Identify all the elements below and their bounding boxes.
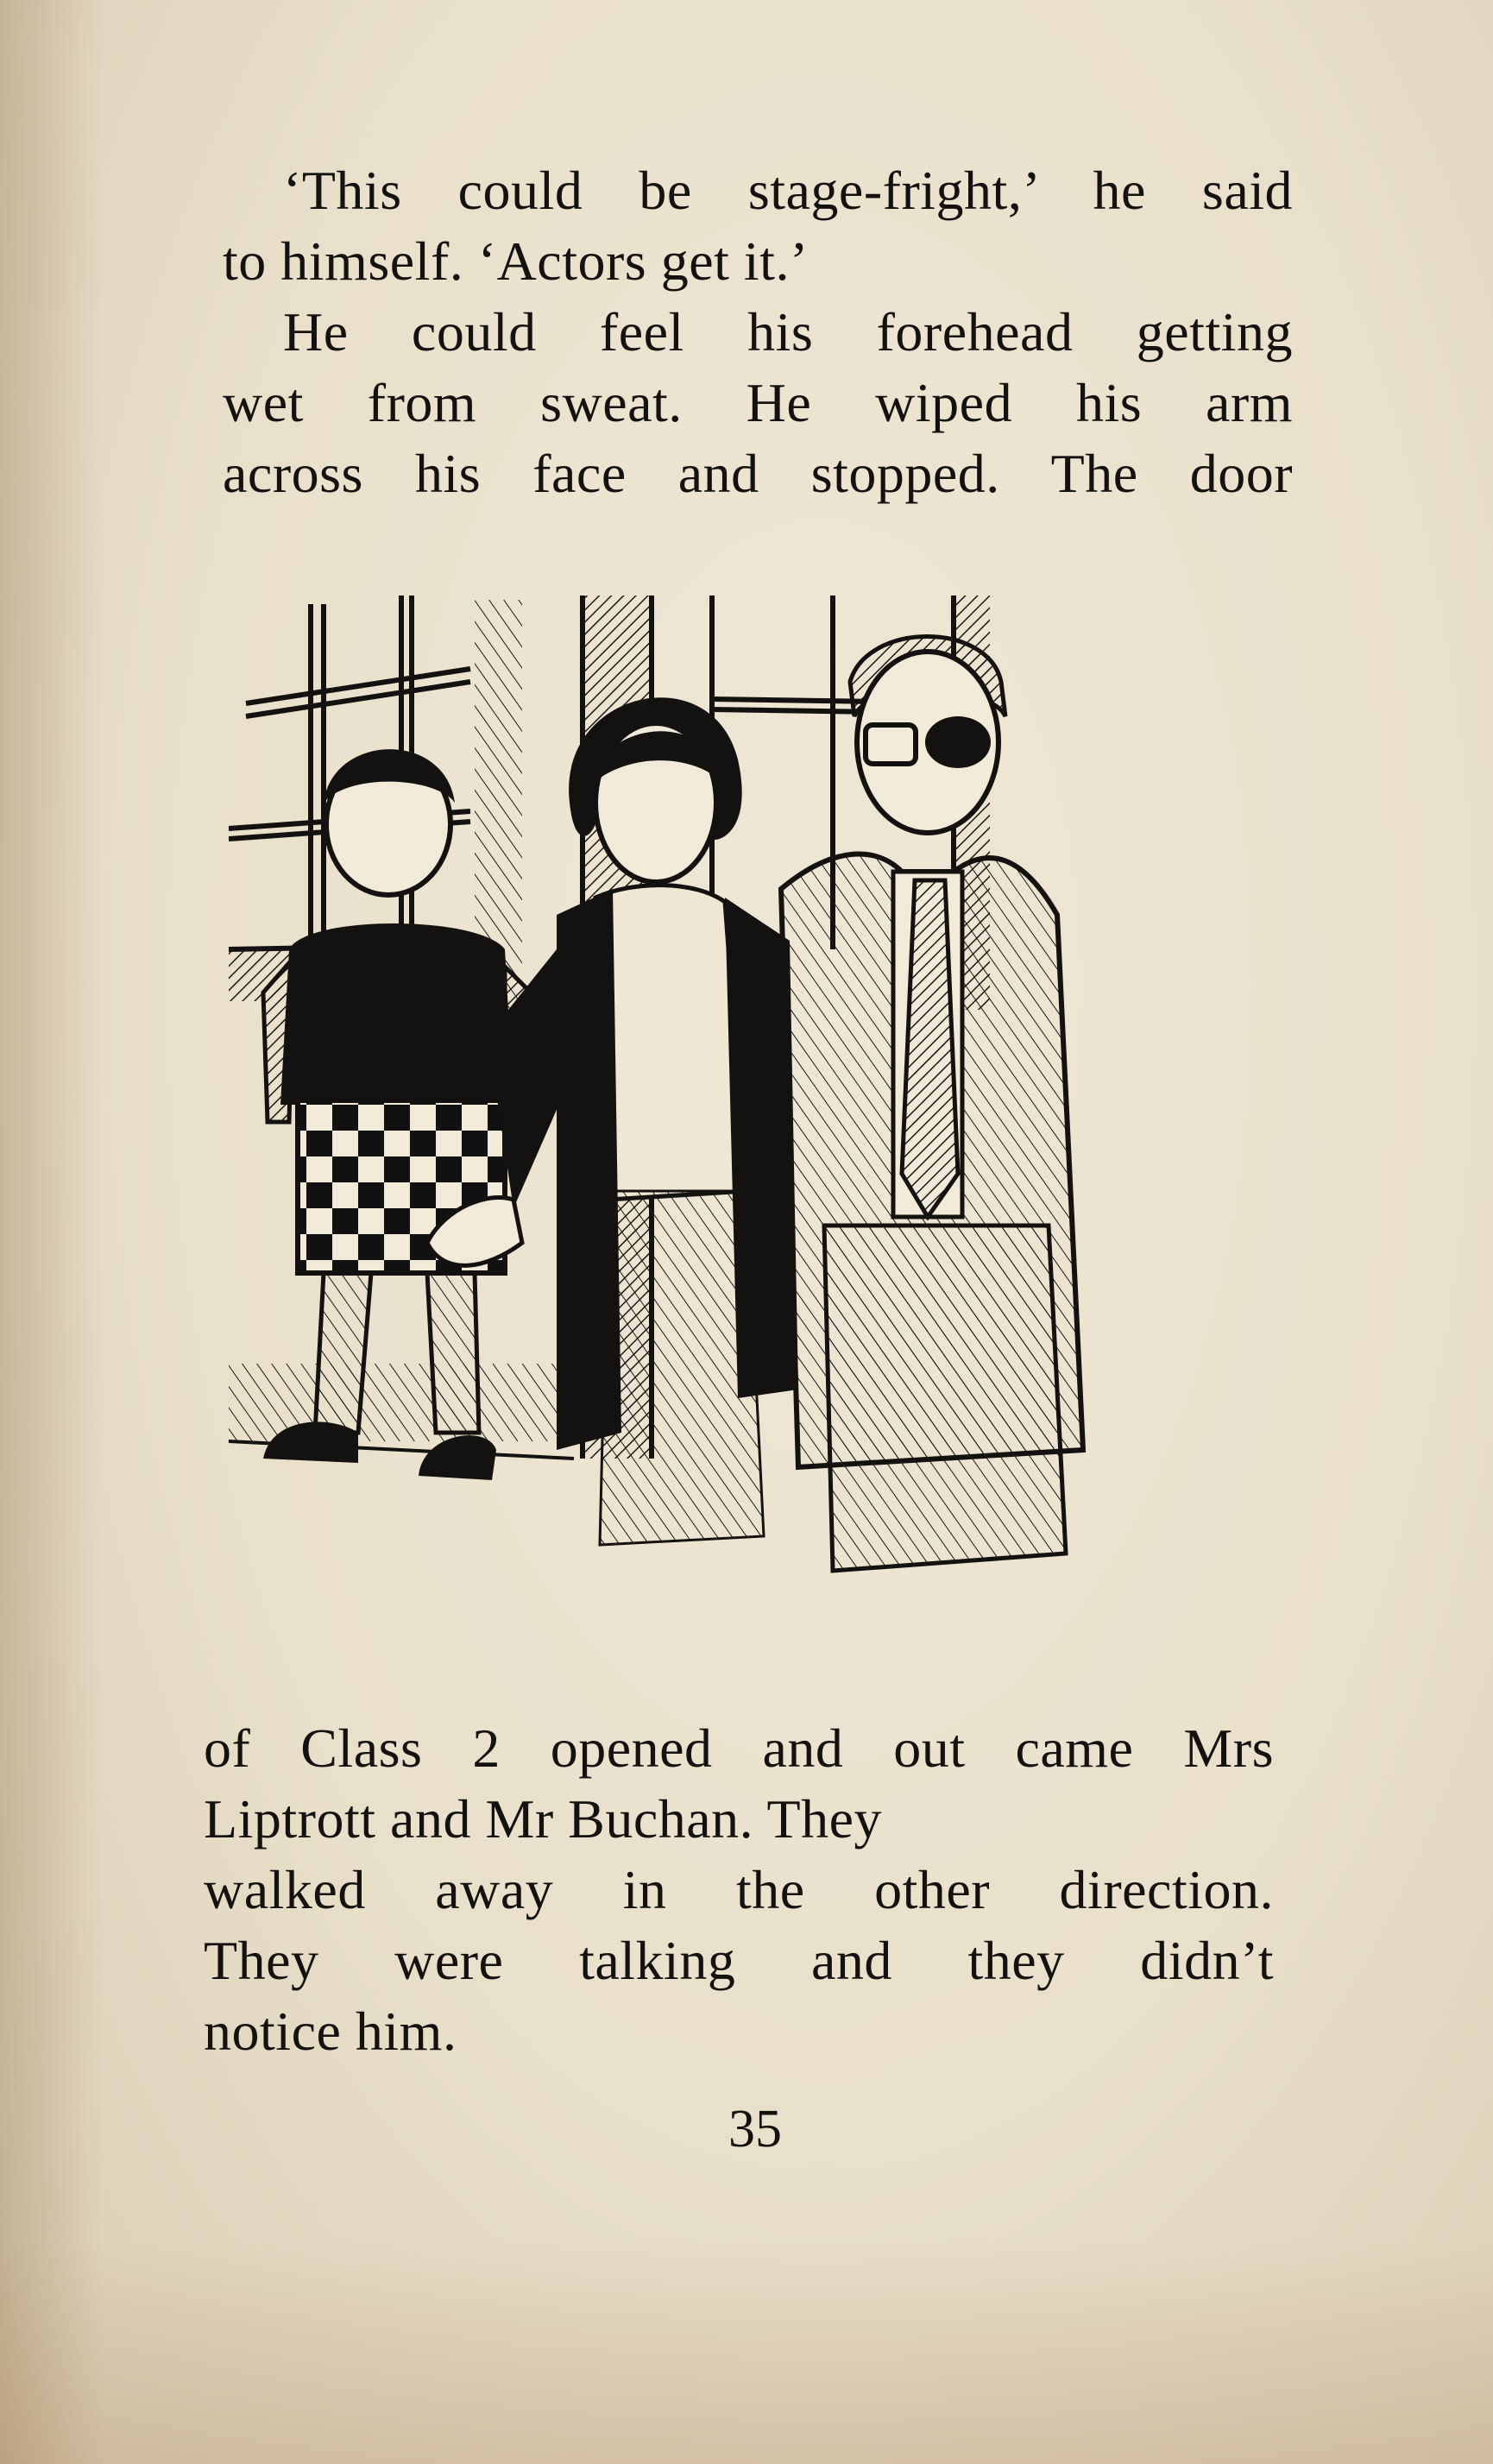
text-line: across his face and stopped. The door — [223, 443, 1293, 504]
text-line: Liptrott and Mr Buchan. They — [204, 1788, 882, 1850]
page-edge-shadow — [0, 0, 104, 2464]
text-line: They were talking and they didn’t — [204, 1930, 1274, 1991]
top-paragraph — [223, 155, 1293, 509]
text-line: wet from sweat. He wiped his arm — [223, 372, 1293, 433]
text-line: ‘This could be stage-fright,’ he said — [283, 160, 1293, 221]
bottom-paragraph — [204, 1713, 1274, 2067]
text-line: walked away in the other direction. — [204, 1859, 1274, 1920]
text-line: of Class 2 opened and out came Mrs — [204, 1717, 1274, 1779]
text-line: He could feel his forehead getting — [283, 301, 1293, 362]
illustration-three-people-in-corridor — [229, 587, 1290, 1610]
text-line: to himself. ‘Actors get it.’ — [223, 230, 809, 292]
man-figure — [781, 637, 1083, 1572]
page-bottom-shadow — [0, 2240, 1493, 2464]
page-number: 35 — [728, 2100, 782, 2158]
text-line: notice him. — [204, 2001, 457, 2062]
